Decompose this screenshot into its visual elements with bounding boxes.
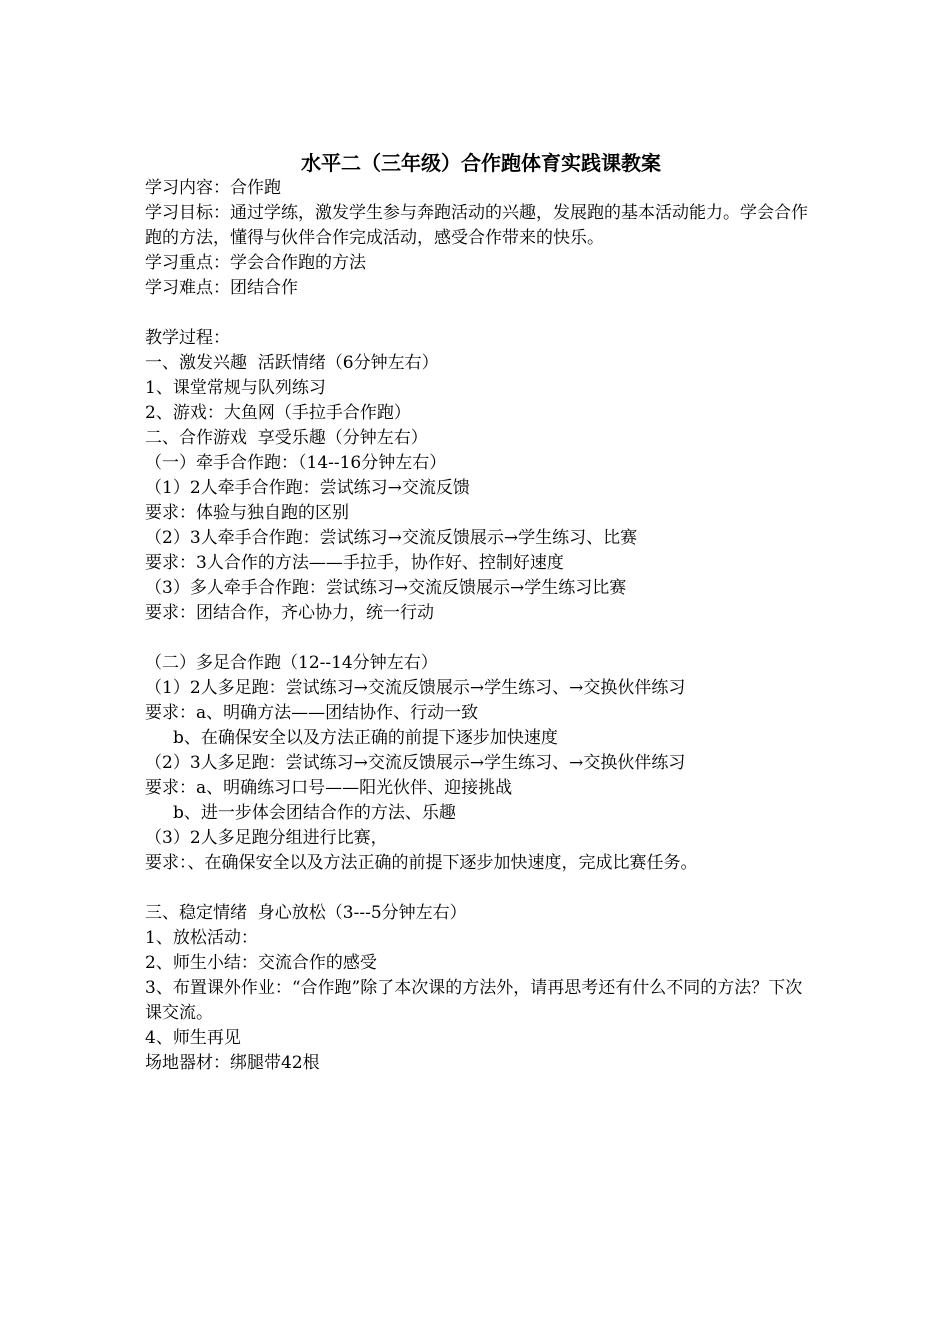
text-line: 要求：a、明确练习口号——阳光伙伴、迎接挑战 <box>145 778 513 798</box>
text-line: （3）2人多足跑分组进行比赛， <box>145 828 388 848</box>
text-line: 4、师生再见 <box>145 1028 241 1048</box>
text-line: 1、放松活动： <box>145 928 258 948</box>
text-line: 场地器材：绑腿带42根 <box>145 1053 320 1073</box>
text-line: 1、课堂常规与队列练习 <box>145 378 326 398</box>
text-line: （1）2人多足跑：尝试练习→交流反馈展示→学生练习、→交换伙伴练习 <box>145 678 686 698</box>
text-line: （一）牵手合作跑：（14--16分钟左右） <box>145 453 447 473</box>
text-line: 要求：3人合作的方法——手拉手，协作好、控制好速度 <box>145 553 564 573</box>
text-line: b、在确保安全以及方法正确的前提下逐步加快速度 <box>173 728 558 748</box>
blank-line <box>145 626 817 651</box>
text-line: （1）2人牵手合作跑：尝试练习→交流反馈 <box>145 478 470 498</box>
text-line: 2、师生小结：交流合作的感受 <box>145 953 377 973</box>
blank-line <box>145 301 817 326</box>
text-line: 学习内容：合作跑 <box>145 178 281 198</box>
text-line: （3）多人牵手合作跑：尝试练习→交流反馈展示→学生练习比赛 <box>145 578 627 598</box>
text-line: 学习难点：团结合作 <box>145 278 298 298</box>
text-line: （2）3人多足跑：尝试练习→交流反馈展示→学生练习、→交换伙伴练习 <box>145 753 686 773</box>
blank-line <box>145 876 817 901</box>
text-line: 二、合作游戏 享受乐趣（分钟左右） <box>145 428 428 448</box>
text-line: 2、游戏：大鱼网（手拉手合作跑） <box>145 403 411 423</box>
text-line: 要求：a、明确方法——团结协作、行动一致 <box>145 703 479 723</box>
text-line: （2）3人牵手合作跑：尝试练习→交流反馈展示→学生练习、比赛 <box>145 528 638 548</box>
text-line: 教学过程： <box>145 328 230 348</box>
text-line: 三、稳定情绪 身心放松（3---5分钟左右） <box>145 903 467 923</box>
text-line: 学习重点：学会合作跑的方法 <box>145 253 366 273</box>
text-line: b、进一步体会团结合作的方法、乐趣 <box>173 803 456 823</box>
document-title: 水平二（三年级）合作跑体育实践课教案 <box>301 151 661 175</box>
text-line: （二）多足合作跑（12--14分钟左右） <box>145 653 438 673</box>
document-body <box>145 150 817 1076</box>
text-line: 要求：团结合作，齐心协力，统一行动 <box>145 603 434 623</box>
text-line: 要求：体验与独自跑的区别 <box>145 503 349 523</box>
text-line: 3、布置课外作业：“合作跑”除了本次课的方法外，请再思考还有什么不同的方法？下次课交流。 <box>145 978 803 1023</box>
text-line: 要求：、在确保安全以及方法正确的前提下逐步加快速度，完成比赛任务。 <box>145 853 698 873</box>
text-line: 一、激发兴趣 活跃情绪（6分钟左右） <box>145 353 439 373</box>
text-line: 学习目标：通过学练，激发学生参与奔跑活动的兴趣，发展跑的基本活动能力。学会合作跑的方法，懂得与伙伴合作完成活动，感受合作带来的快乐。 <box>145 203 808 248</box>
